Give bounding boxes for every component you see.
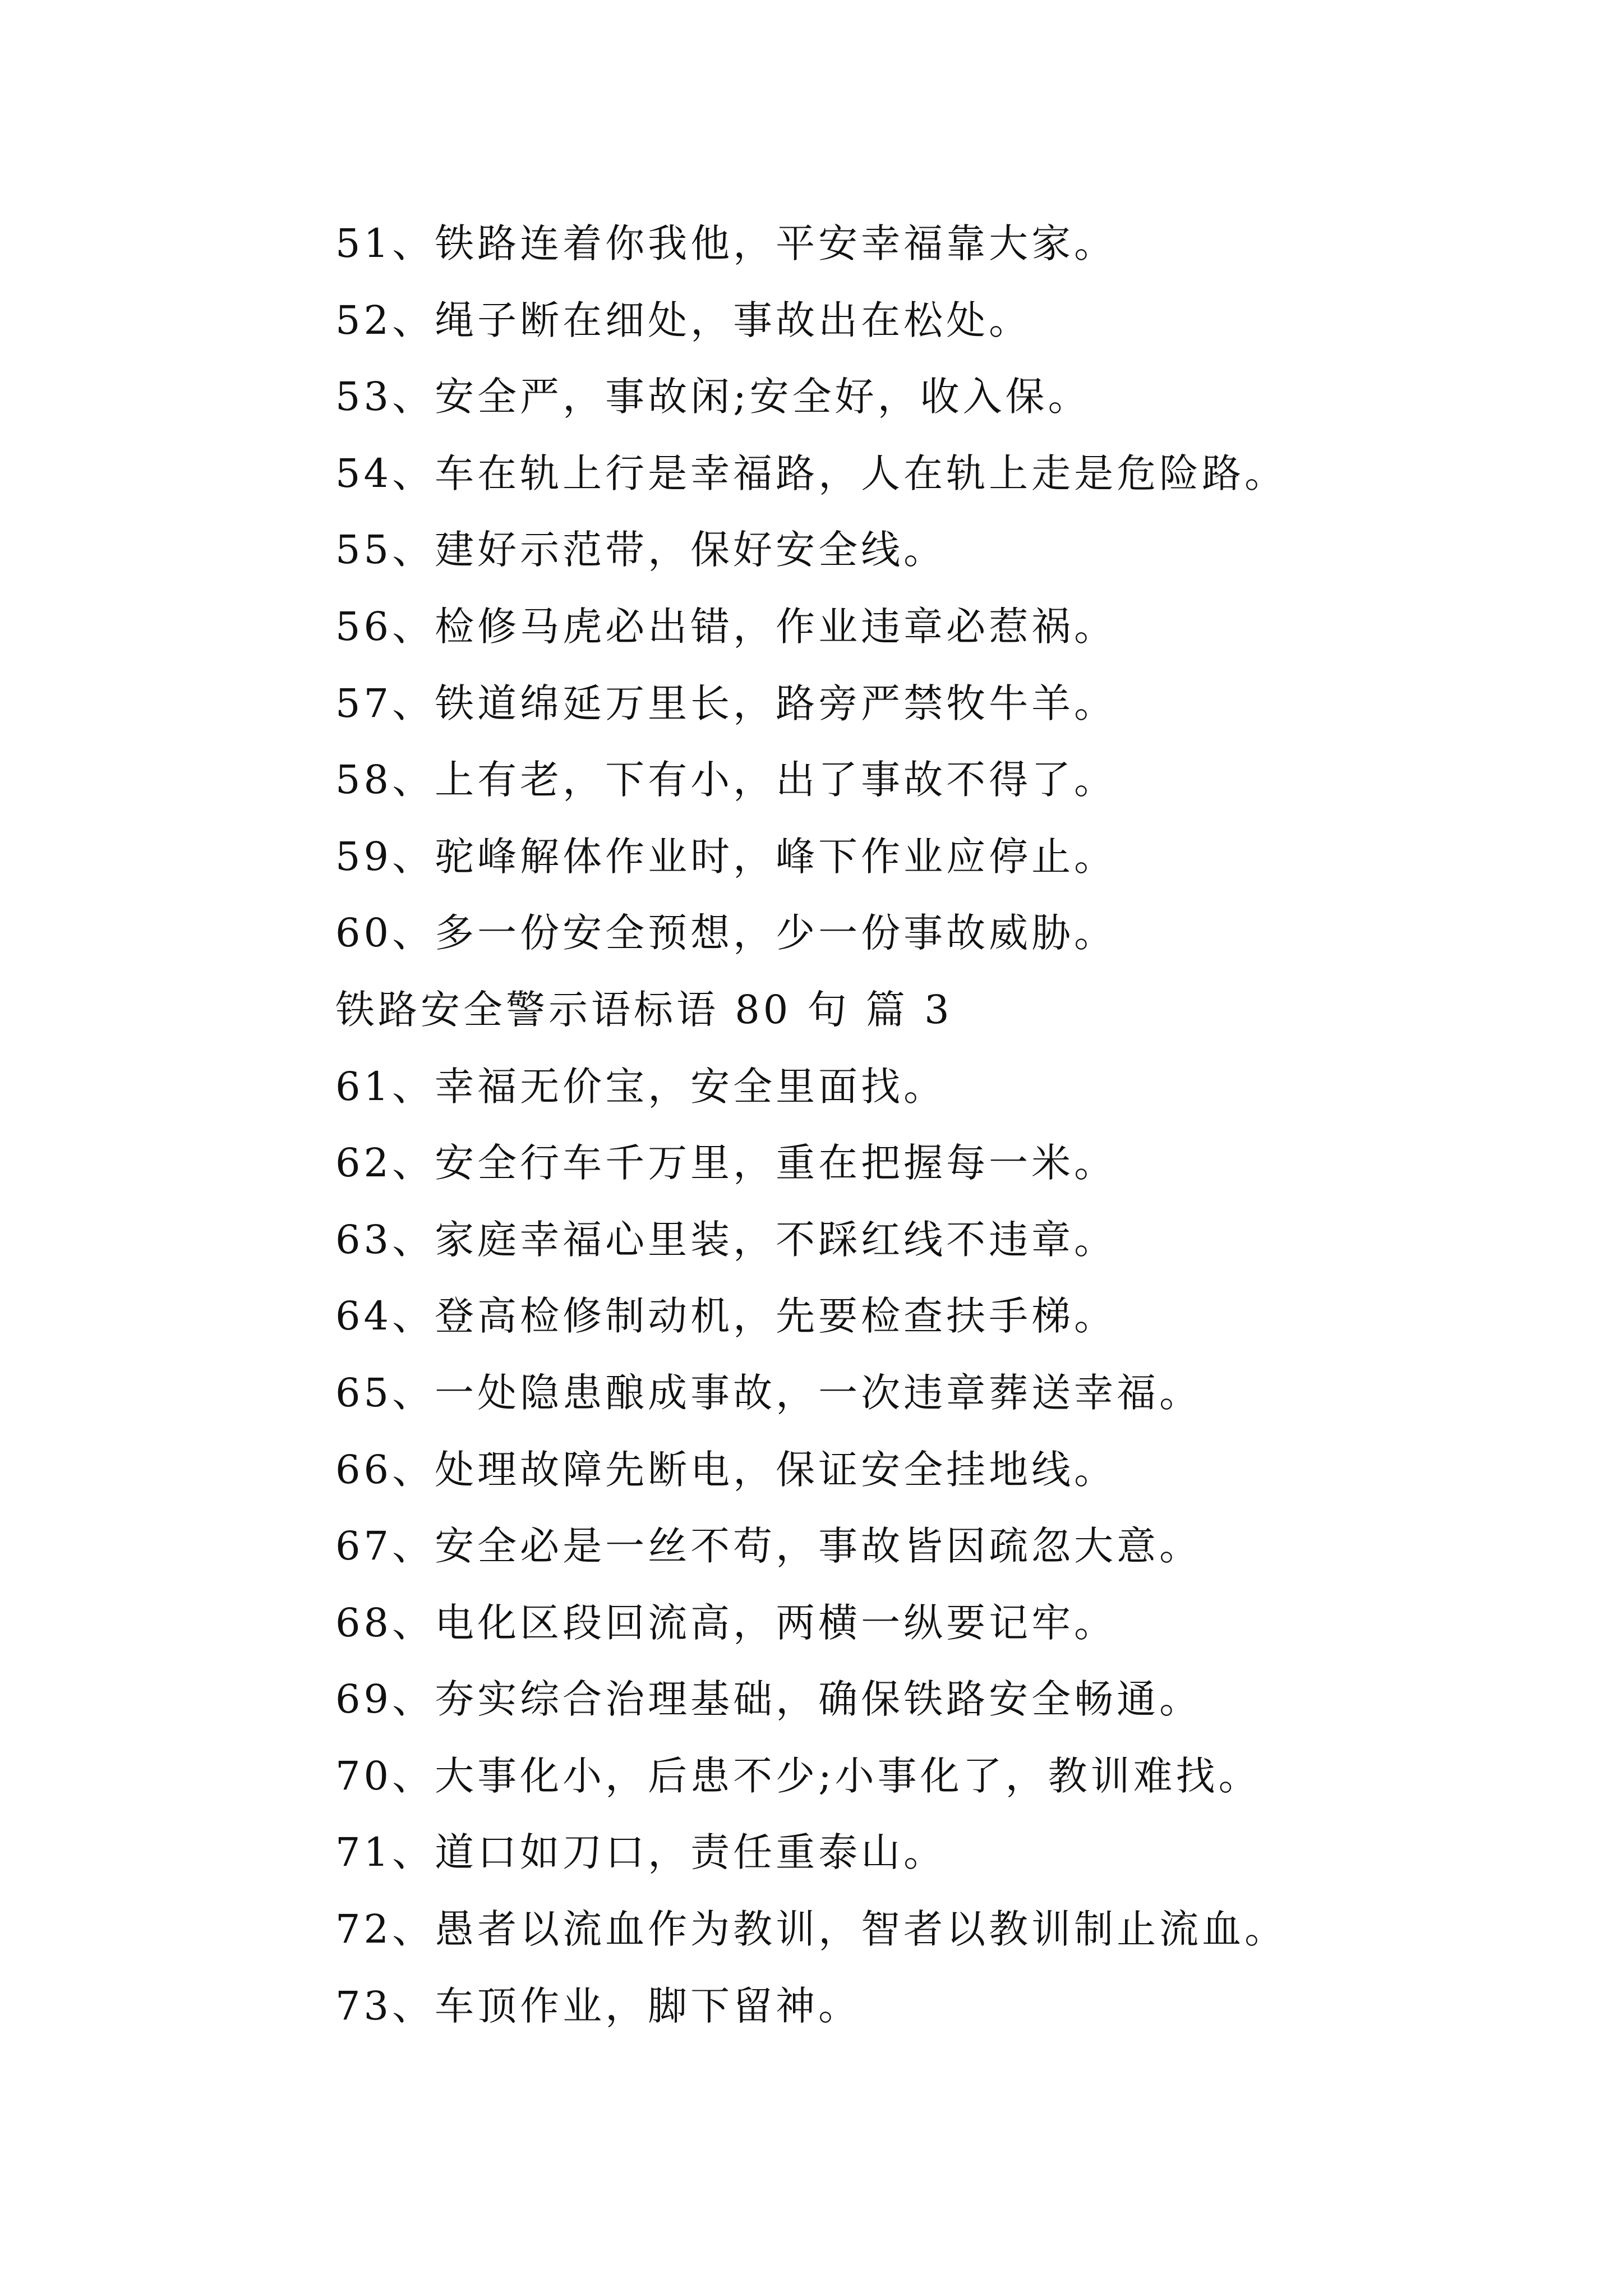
- text-line: 55、建好示范带，保好安全线。: [335, 527, 947, 573]
- text-line: 56、检修马虎必出错，作业违章必惹祸。: [335, 603, 1117, 650]
- text-line: 52、绳子断在细处，事故出在松处。: [335, 297, 1032, 343]
- text-line: 58、上有老，下有小，出了事故不得了。: [335, 757, 1117, 803]
- text-line: 72、愚者以流血作为教训，智者以教训制止流血。: [335, 1906, 1288, 1953]
- text-line: 61、幸福无价宝，安全里面找。: [335, 1063, 947, 1110]
- text-line: 59、驼峰解体作业时，峰下作业应停止。: [335, 833, 1117, 880]
- text-line: 71、道口如刀口，责任重泰山。: [335, 1829, 947, 1876]
- text-line: 57、铁道绵延万里长，路旁严禁牧牛羊。: [335, 680, 1117, 726]
- text-line: 68、电化区段回流高，两横一纵要记牢。: [335, 1599, 1117, 1646]
- text-line: 73、车顶作业，脚下留神。: [335, 1982, 861, 2029]
- text-line: 51、铁路连着你我他，平安幸福靠大家。: [335, 220, 1117, 266]
- section-heading: 铁路安全警示语标语 80 句 篇 3: [335, 986, 953, 1033]
- text-line: 69、夯实综合治理基础，确保铁路安全畅通。: [335, 1676, 1202, 1723]
- text-line: 64、登高检修制动机，先要检查扶手梯。: [335, 1293, 1117, 1340]
- text-line: 60、多一份安全预想，少一份事故威胁。: [335, 910, 1117, 956]
- text-line: 63、家庭幸福心里装，不踩红线不违章。: [335, 1216, 1117, 1263]
- text-line: 65、一处隐患酿成事故，一次违章葬送幸福。: [335, 1369, 1202, 1416]
- text-lines: [335, 205, 1569, 2044]
- text-line: 62、安全行车千万里，重在把握每一米。: [335, 1140, 1117, 1186]
- text-line: 66、处理故障先断电，保证安全挂地线。: [335, 1446, 1117, 1493]
- text-line: 67、安全必是一丝不苟，事故皆因疏忽大意。: [335, 1523, 1202, 1570]
- text-line: 70、大事化小，后患不少;小事化了，教训难找。: [335, 1752, 1261, 1799]
- text-line: 54、车在轨上行是幸福路，人在轨上走是危险路。: [335, 450, 1288, 496]
- text-line: 53、安全严，事故闲;安全好，收入保。: [335, 374, 1091, 420]
